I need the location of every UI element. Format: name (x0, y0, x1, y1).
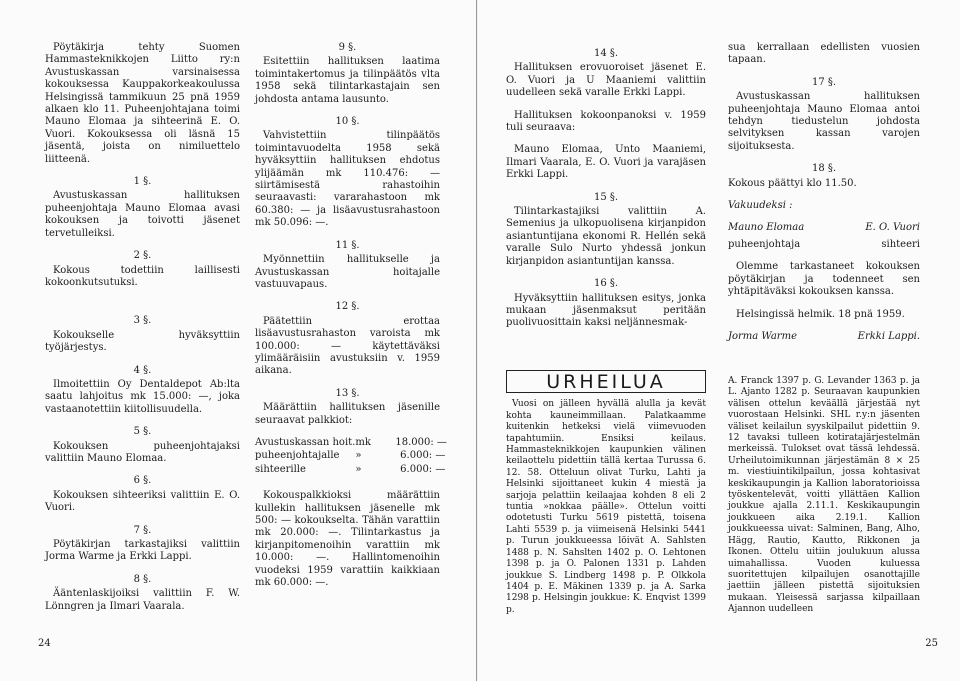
section-4-title: 4 §. (133, 364, 152, 376)
section-2-text: Kokous todettiin laillisesti kokoonkutsutuksi. (45, 264, 240, 288)
section-9-title: 9 §. (338, 42, 357, 53)
section-10-text: Vahvistettiin tilinpäätös toimintavuodelta 1958 sekä hyväksyttiin hallituksen ehdotus ylijäämän mk 110.476: — siirtämisestä rahastoihin seuraavasti: vararahastoon mk 60.380: — ja lisäavustusrahastoon mk 50.096: —. (255, 130, 440, 229)
section-15-title: 15 §. (593, 191, 619, 203)
section-13-text: Määrättiin hallituksen jäsenille seuraavat palkkiot: (255, 402, 440, 426)
section-11-text: Myönnettiin hallitukselle ja Avustuskassan hoitajalle vastuuvapaus. (255, 254, 440, 290)
section-7-text: Pöytäkirjan tarkastajiksi valittiin Jorma Warme ja Erkki Lappi. (45, 539, 240, 563)
place-date: Helsingissä helmik. 18 pnä 1959. (736, 308, 905, 320)
section-2-title: 2 §. (133, 250, 152, 262)
secretary-role: sihteeri (881, 238, 920, 250)
auditor-signature-1: Jorma Warme (728, 330, 797, 342)
section-10-title: 10 §. (335, 116, 360, 128)
section-13-title: 13 §. (335, 387, 360, 399)
auditor-signature-2: Erkki Lappi. (857, 330, 920, 342)
section-12-title: 12 §. (335, 301, 360, 313)
section-14-text: Hallituksen erovuoroiset jäsenet E. O. Vuori ja U Maaniemi valittiin uudelleen sekä varalle Erkki Lappi. (506, 62, 706, 99)
section-8-text: Ääntenlaskijoiksi valittiin F. W. Lönngren ja Ilmari Vaarala. (45, 588, 240, 612)
section-7-title: 7 §. (133, 524, 152, 536)
section-14-title: 14 §. (593, 48, 619, 59)
sports-text-2: A. Franck 1397 p. G. Levander 1363 p. ja L. Ajanto 1282 p. Seuraavan kaupunkien välisen ottelun keväällä järjestää nyt vuorostaan Helsinki. SHL r.y:n jäsenten väliset keilailun syyskilpailut pidettiin 9. 12 tavaksi tulleen kotiratajärjestelmän merkeissä. Tulokset ovat tässä lehdessä. Urheilutoimikunnan järjestämän 8 × 25 m. viestiuintikilpailun, jossa kohtasivat keskikaupungin ja Kallion laboratorioissa työskentelevät, voitti yllättäen Kallion joukkue ajalla 2.11.1. Keskikaupungin joukkueen aika 2.19.1. Kallion joukkueessa uivat: Salminen, Bang, Alho, Hägg, Rautio, Kautto, Rikkonen ja Ikonen. Ottelu uitiin joulukuun alussa uimahallissa. Vuoden kuluessa suoritettujen kilpailujen osanottajille jaettiin jälleen pistettä sijoituksien mukaan. Yleisessä sarjassa kilpaillaan Ajannon uudelleen (728, 376, 920, 615)
section-3-title: 3 §. (133, 315, 152, 327)
section-14-text-3: Mauno Elomaa, Unto Maaniemi, Ilmari Vaarala, E. O. Vuori ja varajäsen Erkki Lappi. (506, 144, 706, 181)
section-13-text-2: Kokouspalkkioksi määrättiin kullekin hallituksen jäsenelle mk 500: — kokoukselta. Tähän varattiin mk 20.000: —. Tilintarkastus ja kirjanpitomenoihin varattiin mk 10.000: —. Hallintomenoihin vuodeksi 1959 varattiin kaikkiaan mk 60.000: —. (255, 490, 440, 589)
section-16-text: Hyväksyttiin hallituksen esitys, jonka mukaan jäsenmaksut peritään puolivuosittain kaksi neljännesmak- (506, 292, 706, 329)
section-1-text: Avustuskassan hallituksen puheenjohtaja Mauno Elomaa avasi kokouksen ja toivotti jäsenet tervetulleiksi. (45, 190, 240, 239)
right-column-1 (506, 48, 706, 330)
minutes-intro: Pöytäkirja tehty Suomen Hammasteknikkojen Liitto ry:n Avustuskassan varsinaisessa kokouksessa Kauppakorkeakoulussa Helsingissä tammikuun 25 pnä 1959 alkaen klo 11. Puheenjohtajana toimi Mauno Elomaa ja sihteerinä E. O. Vuori. Kokouksessa oli läsnä 15 jäsentä, joista on nimiluettelo liitteenä. (45, 42, 240, 165)
left-page (0, 0, 477, 681)
sports-column-1 (506, 366, 706, 616)
section-6-text: Kokouksen sihteeriksi valittiin E. O. Vuori. (45, 489, 240, 514)
section-17-title: 17 §. (811, 76, 837, 88)
section-16-continued: sua kerrallaan edellisten vuosien tapaan. (728, 42, 920, 66)
chairman-role: puheenjohtaja (728, 238, 801, 250)
fee-label: sihteerille (255, 463, 306, 475)
fee-label: puheenjohtajalle (255, 450, 340, 462)
fee-amount: 6.000: — (400, 463, 446, 475)
verification-text: Olemme tarkastaneet kokouksen pöytäkirjan ja todenneet sen yhtäpitäväksi kokouksen kanssa. (728, 261, 920, 298)
left-column-2 (255, 42, 447, 599)
fee-label: Avustuskassan hoit. (255, 436, 356, 448)
section-6-title: 6 §. (133, 475, 152, 487)
section-1-title: 1 §. (133, 176, 152, 188)
sports-headline: URHEILUA (506, 370, 706, 393)
section-12-text: Päätettiin erottaa lisäavustusrahaston varoista mk 100.000: — käytettäväksi ylimääräisiin avustuksiin v. 1959 aikana. (255, 315, 440, 377)
fee-amount: 6.000: — (400, 450, 446, 462)
section-4-text: Ilmoitettiin Oy Dentaldepot Ab:lta saatu lahjoitus mk 15.000: —, joka vastaanotettiin kiitollisuudella. (45, 378, 240, 415)
section-18-title: 18 §. (811, 163, 837, 175)
fees-table (255, 436, 447, 476)
page-number-right: 25 (925, 638, 938, 649)
section-11-title: 11 §. (335, 239, 360, 251)
signature-row (728, 222, 920, 234)
section-9-text: Esitettiin hallituksen laatima toimintakertomus ja tilinpäätös vlta 1958 sekä tilintarkastajain sen johdosta antama lausunto. (255, 56, 440, 105)
certified-label: Vakuudeksi : (728, 200, 793, 212)
section-5-text: Kokouksen puheenjohtajaksi valittiin Mauno Elomaa. (45, 440, 240, 464)
section-14-text-2: Hallituksen kokoonpanoksi v. 1959 tuli seuraava: (506, 109, 706, 134)
fee-unit: » (355, 463, 362, 475)
auditor-signature-row (728, 331, 920, 343)
section-15-text: Tilintarkastajiksi valittiin A. Semenius ja ulkopuolisena kirjanpidon asiantuntijana ekonomi R. Hellén sekä varalle Sulo Nurto yhdessä jonkun kirjanpidon asiantuntijan kanssa. (506, 206, 706, 267)
section-3-text: Kokoukselle hyväksyttiin työjärjestys. (45, 329, 240, 354)
right-column-2 (728, 42, 920, 347)
chairman-signature: Mauno Elomaa (728, 222, 805, 234)
sports-text-1: Vuosi on jälleen hyvällä alulla ja kevät kohta kauneimmillaan. Palatkaamme kuitenkin hetkeksi vielä viimevuoden tapahtumiin. Ensiksi keilaus. Hammasteknikkojen kaupunkien välinen keilaottelu pidettiin tällä kertaa Turussa 6. 12. 58. Otteluun olivat Turku, Lahti ja Helsinki sijoittaneet kukin 4 miestä ja sarjoja pelattiin keilaajaa kohden 8 eli 2 tuntia »nokkaa päälle». Ottelun voitti odotetusti Turku 5619 pistettä, toisena Lahti 5539 p. ja viimeisenä Helsinki 5441 p. Turun joukkueessa löivät A. Sahlsten 1488 p. N. Sahslten 1402 p. O. Lehtonen 1398 p. ja O. Palonen 1331 p. Lahden joukkue S. Lindberg 1498 p. P. Olkkola 1404 p. E. Mäkinen 1339 p. ja A. Sarka 1298 p. Helsingin joukkue: K. Enqvist 1399 p. (506, 399, 706, 615)
fee-unit: » (355, 450, 362, 462)
section-18-text: Kokous päättyi klo 11.50. (728, 177, 857, 189)
section-8-title: 8 §. (133, 573, 152, 585)
page-number-left: 24 (38, 638, 51, 649)
right-page (478, 0, 960, 681)
section-5-title: 5 §. (133, 426, 152, 438)
role-row (728, 239, 920, 251)
fee-amount: 18.000: — (395, 436, 447, 448)
fee-unit: mk (355, 436, 371, 448)
left-column-1 (45, 42, 240, 623)
section-17-text: Avustuskassan hallituksen puheenjohtaja Mauno Elomaa antoi tehdyn tiedustelun johdosta selvityksen kassan varojen sijoituksesta. (728, 91, 920, 152)
section-16-title: 16 §. (593, 278, 619, 290)
sports-column-2 (728, 376, 920, 616)
secretary-signature: E. O. Vuori (865, 222, 920, 234)
